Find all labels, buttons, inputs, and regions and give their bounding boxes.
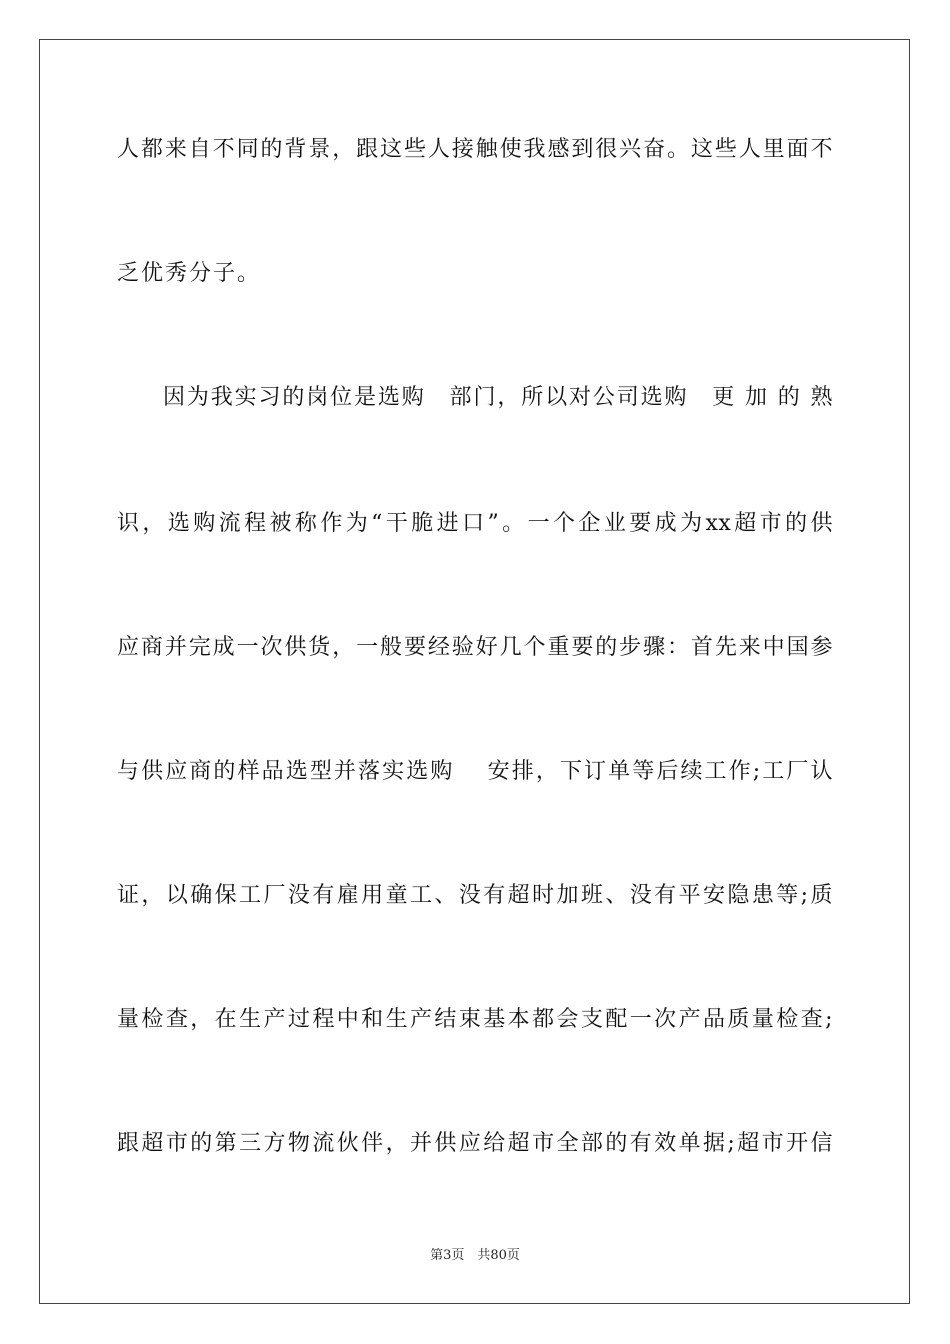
text-line: 因为我实习的岗位是选购 部门，所以对公司选购 更 加 的 熟 bbox=[163, 385, 833, 410]
page-number: 第3页 共80页 bbox=[430, 1248, 520, 1263]
page-border bbox=[39, 39, 910, 1304]
text-line: 量检查，在生产过程中和生产结束基本都会支配一次产品质量检查; bbox=[117, 1007, 833, 1032]
text-line: 乏优秀分子。 bbox=[117, 261, 262, 286]
text-line: 识，选购流程被称作为“干脆进口”。一个企业要成为xx超市的供 bbox=[117, 511, 833, 536]
text-line: 应商并完成一次供货，一般要经验好几个重要的步骤：首先来中国参 bbox=[117, 635, 833, 660]
text-line: 与供应商的样品选型并落实选购 安排，下订单等后续工作;工厂认 bbox=[117, 759, 833, 784]
text-line: 跟超市的第三方物流伙伴，并供应给超市全部的有效单据;超市开信 bbox=[117, 1131, 833, 1156]
text-line: 证，以确保工厂没有雇用童工、没有超时加班、没有平安隐患等;质 bbox=[117, 883, 833, 908]
text-line: 人都来自不同的背景，跟这些人接触使我感到很兴奋。这些人里面不 bbox=[117, 137, 833, 162]
